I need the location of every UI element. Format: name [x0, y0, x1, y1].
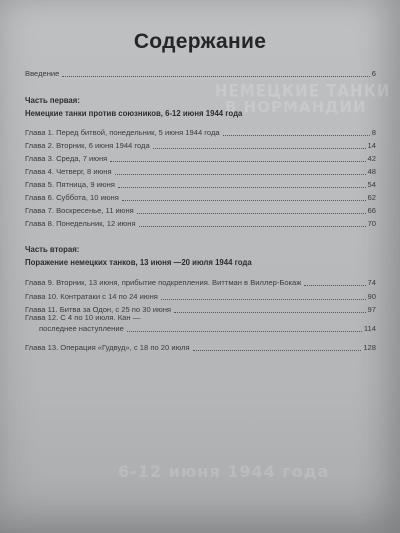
toc-entry[interactable] [25, 340, 376, 353]
toc-entry-label: Глава 6. Суббота, 10 июня [25, 193, 119, 202]
dot-leader [110, 161, 365, 162]
toc-entry[interactable] [25, 151, 376, 164]
page-title: Содержание [133, 30, 267, 53]
dot-leader [122, 200, 366, 201]
toc-entry-label: Глава 8. Понедельник, 12 июня [25, 219, 136, 228]
toc-entry-label: Глава 2. Вторник, 6 июня 1944 года [25, 141, 150, 150]
dot-leader [161, 299, 366, 300]
toc-entry-label: Глава 7. Воскресенье, 11 июня [25, 206, 134, 215]
toc-page-number: 70 [367, 219, 376, 228]
toc-page-number: 14 [367, 141, 376, 150]
dot-leader [153, 148, 366, 149]
toc-entry[interactable] [25, 125, 376, 138]
toc-page-number: 114 [363, 323, 376, 333]
toc-entry-label: Введение [25, 69, 60, 78]
part1-heading: Часть первая: [25, 96, 80, 105]
toc-entry-label: Глава 10. Контратаки с 14 по 24 июня [25, 292, 158, 301]
toc-page-number: 54 [367, 180, 376, 189]
toc-entry-label: Глава 13. Операция «Гудвуд», с 18 по 20 июля [25, 343, 190, 352]
toc-page-number: 42 [367, 154, 376, 163]
dot-leader [127, 331, 362, 332]
toc-entry[interactable] [25, 164, 376, 177]
dot-leader [62, 76, 369, 77]
toc-entry-label: Глава 5. Пятница, 9 июня [25, 180, 115, 189]
part1-subtitle: Немецкие танки против союзников, 6-12 июня 1944 года [25, 109, 243, 118]
toc-page-number: 74 [367, 278, 376, 287]
toc-entry[interactable] [25, 138, 376, 151]
toc-page-number: 128 [363, 343, 376, 352]
toc-page-number: 97 [367, 305, 376, 314]
toc-entry[interactable] [25, 190, 376, 203]
toc-entry-label: Глава 11. Битва за Одон, с 25 по 30 июня [25, 305, 172, 314]
toc-entry-label: Глава 3. Среда, 7 июня [25, 154, 108, 163]
toc-page-number: 6 [371, 69, 376, 78]
toc-page-number: 8 [371, 128, 376, 137]
toc-entry-intro[interactable] [25, 66, 376, 79]
toc-entry-label: Глава 12. С 4 по 10 июля. Кан — [25, 313, 141, 322]
part2-heading: Часть вторая: [25, 245, 80, 254]
toc-page-number: 90 [367, 292, 376, 301]
dot-leader [115, 174, 366, 175]
toc-entry[interactable] [25, 275, 376, 288]
toc-entry-label: Глава 9. Вторник, 13 июня, прибытие подкрепления. Виттман в Виллер-Бокаж [25, 278, 302, 287]
watermark-line-2: В НОРМАНДИИ [225, 98, 367, 116]
dot-leader [118, 187, 366, 188]
toc-entry[interactable] [25, 216, 376, 229]
toc-entry-label: Глава 4. Четверг, 8 июня [25, 167, 112, 176]
dot-leader [223, 135, 370, 136]
toc-entry-continuation [25, 324, 376, 335]
dot-leader [139, 226, 366, 227]
part2-subtitle: Поражение немецких танков, 13 июня —20 июля 1944 года [25, 258, 252, 267]
dot-leader [304, 285, 365, 286]
watermark-line-1: НЕМЕЦКИЕ ТАНКИ [215, 81, 391, 101]
toc-entry[interactable] [25, 203, 376, 216]
toc-page-number: 48 [367, 167, 376, 176]
dot-leader [137, 213, 366, 214]
toc-page-number: 66 [367, 206, 376, 215]
toc-entry-label-cont: последнее наступление [39, 323, 124, 333]
toc-page-number: 62 [367, 193, 376, 202]
toc-entry-multiline[interactable] [25, 313, 376, 334]
toc-entry-label: Глава 1. Перед битвой, понедельник, 5 июня 1944 года [25, 128, 220, 137]
toc-entry[interactable] [25, 177, 376, 190]
dot-leader [193, 350, 362, 351]
watermark-bottom: 6-12 июня 1944 года [118, 462, 330, 481]
toc-entry[interactable] [25, 289, 376, 302]
